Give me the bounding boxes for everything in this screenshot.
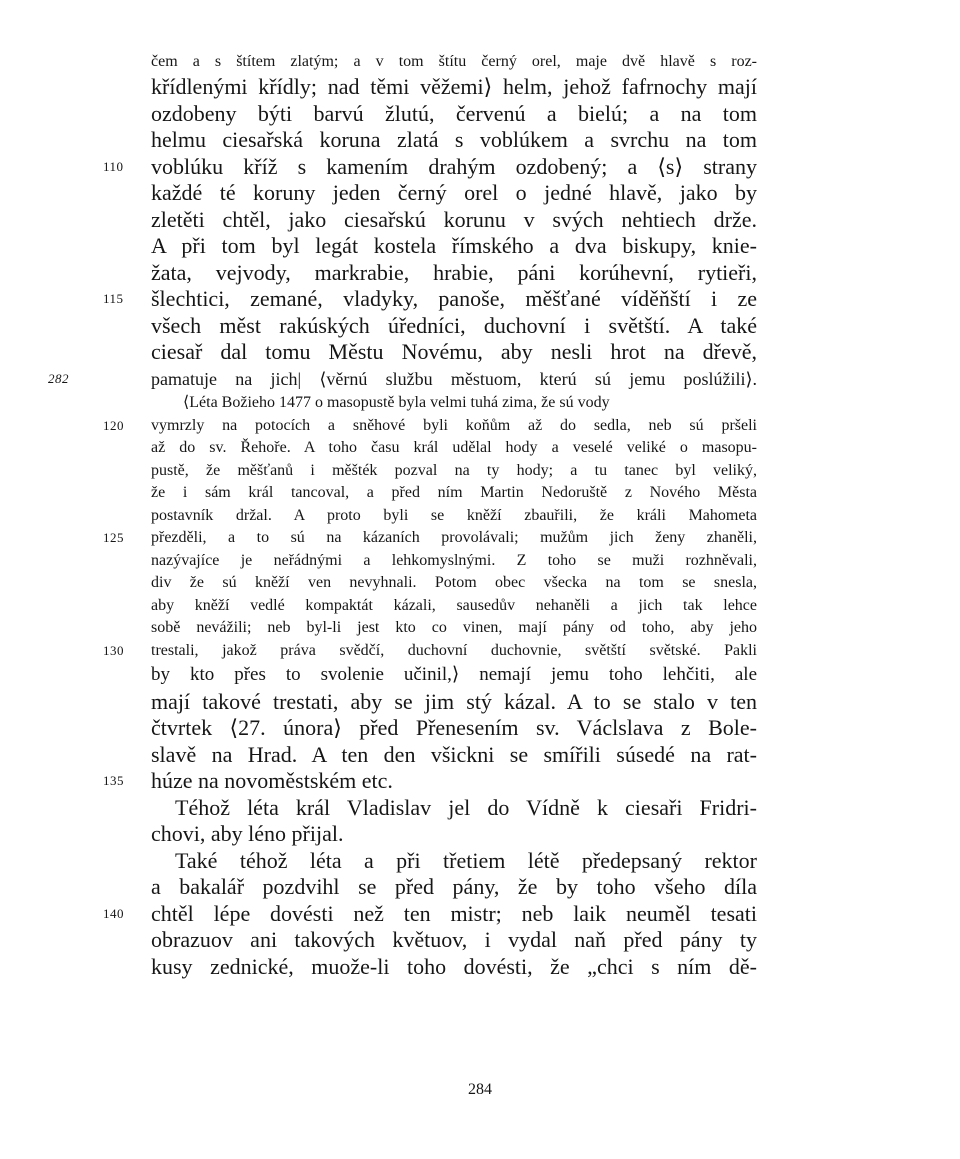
text-line: ciesař dal tomu Městu Novému, aby nesli hrot na dřevě, — [151, 339, 757, 364]
text-line-mixed: by kto přes to svolenie učinil,⟩ nemají jemu toho lehčiti, ale — [151, 664, 757, 685]
text-line-content: húze na novoměstském etc. — [151, 768, 393, 793]
text-line-content: přezděli, a to sú na kázaních provolávali; mužům jich ženy zhaněli, — [151, 529, 757, 546]
text-line: žata, vejvody, markrabie, hrabie, páni korúhevní, rytieři, — [151, 259, 757, 285]
text-line: že i sám král tancoval, a před ním Martin Nedoruště z Nového Města — [151, 484, 757, 501]
text-line: a bakalář pozdvihl se před pány, že by toho všeho díla — [151, 874, 757, 899]
text-line: čem a s štítem zlatým; a v tom štítu černý orel, maje dvě hlavě s roz- — [151, 53, 757, 70]
text-line: pustě, že měšťanů i měšték pozval na ty hody; a tu tanec byl veliký, — [151, 461, 757, 479]
text-line: nazývajíce je neřádnými a lehkomyslnými. Z toho se muži rozhněvali, — [151, 551, 757, 569]
page-number: 284 — [468, 1081, 492, 1098]
text-line-content: vymrzly na potocích a sněhové byli koňům až do sedla, neb sú pršeli — [151, 416, 757, 434]
text-line: helmu ciesařská koruna zlatá s voblúkem a svrchu na tom — [151, 127, 757, 152]
text-line-content: chtěl lépe dovésti než ten mistr; neb laik neuměl tesati — [151, 900, 757, 926]
text-line: všech měst rakúských úředníci, duchovní i světští. A také — [151, 312, 757, 338]
line-number: 115 — [103, 291, 124, 306]
main-text-block — [48, 50, 757, 980]
text-line — [103, 153, 757, 181]
text-line-content: šlechtici, zemané, vladyky, panoše, měšťané víděňští i ze — [151, 286, 757, 311]
text-line: čtvrtek ⟨27. února⟩ před Přenesením sv. Václslava z Bole- — [151, 715, 757, 740]
text-line: chovi, aby léno přijal. — [151, 821, 344, 846]
text-line: aby kněží vedlé kompaktát kázali, sausedův nehaněli a jich tak lehce — [151, 596, 757, 614]
text-line-content: trestali, jakož práva svědčí, duchovní duchovnie, světští světské. Pakli — [151, 641, 757, 659]
text-line — [103, 768, 757, 795]
text-line — [103, 527, 757, 550]
text-line: ⟨Léta Božieho 1477 o masopustě byla velmi tuhá zima, že sú vody — [183, 394, 610, 411]
text-line-content: voblúku kříž s kamením drahým ozdobený; a ⟨s⟩ strany — [151, 153, 757, 179]
text-line: křídlenými křídly; nad těmi věžemi⟩ helm, jehož fafrnochy mají — [151, 74, 757, 99]
line-number: 125 — [103, 530, 124, 545]
text-line: div že sú kněží ven nevyhnali. Potom obec všecka na tom se snesla, — [151, 574, 757, 591]
text-line: až do sv. Řehoře. A toho času král udělal hody a veselé veliké o masopu- — [151, 439, 757, 456]
source-page-number: 282 — [48, 370, 69, 386]
line-number: 110 — [103, 158, 124, 174]
text-line — [103, 640, 757, 663]
line-number: 135 — [103, 773, 124, 788]
text-line: každé té koruny jeden černý orel o jedné hlavě, jako by — [151, 180, 757, 205]
text-line: zletěti chtěl, jako ciesařskú korunu v svých nehtiech drže. — [151, 206, 757, 232]
text-line — [103, 900, 757, 928]
text-line — [103, 286, 757, 313]
text-line: obrazuov ani takových květuov, i vydal naň před pány ty — [151, 927, 757, 952]
text-line: sobě nevážili; neb byl-li jest kto co vinen, mají pány od toho, aby jeho — [151, 619, 757, 636]
text-line: Také téhož léta a při třetiem létě předepsaný rektor — [175, 847, 757, 873]
text-line: A při tom byl legát kostela římského a dva biskupy, knie- — [151, 233, 757, 258]
text-line: kusy zednické, muože-li toho dovésti, že „chci s ním dě- — [151, 953, 757, 979]
text-line — [103, 415, 757, 438]
text-line-content: pamatuje na jich| ⟨věrnú službu městuom, kterú sú jemu poslúžili⟩. — [151, 368, 757, 389]
line-number: 120 — [103, 417, 124, 433]
text-line: Téhož léta král Vladislav jel do Vídně k ciesaři Fridri- — [175, 794, 757, 820]
text-line: postavník držal. A proto byli se kněží zbauřili, že králi Mahometa — [151, 506, 757, 524]
line-number: 130 — [103, 642, 124, 658]
line-number: 140 — [103, 905, 124, 921]
text-line: ozdobeny býti barvú žlutú, červenú a bielú; a na tom — [151, 100, 757, 126]
text-line: slavě na Hrad. A ten den všickni se smířili súsedé na rat- — [151, 741, 757, 767]
text-line: mají takové trestati, aby se jim stý kázal. A to se stalo v ten — [151, 688, 757, 714]
text-line-mixed — [48, 366, 757, 393]
